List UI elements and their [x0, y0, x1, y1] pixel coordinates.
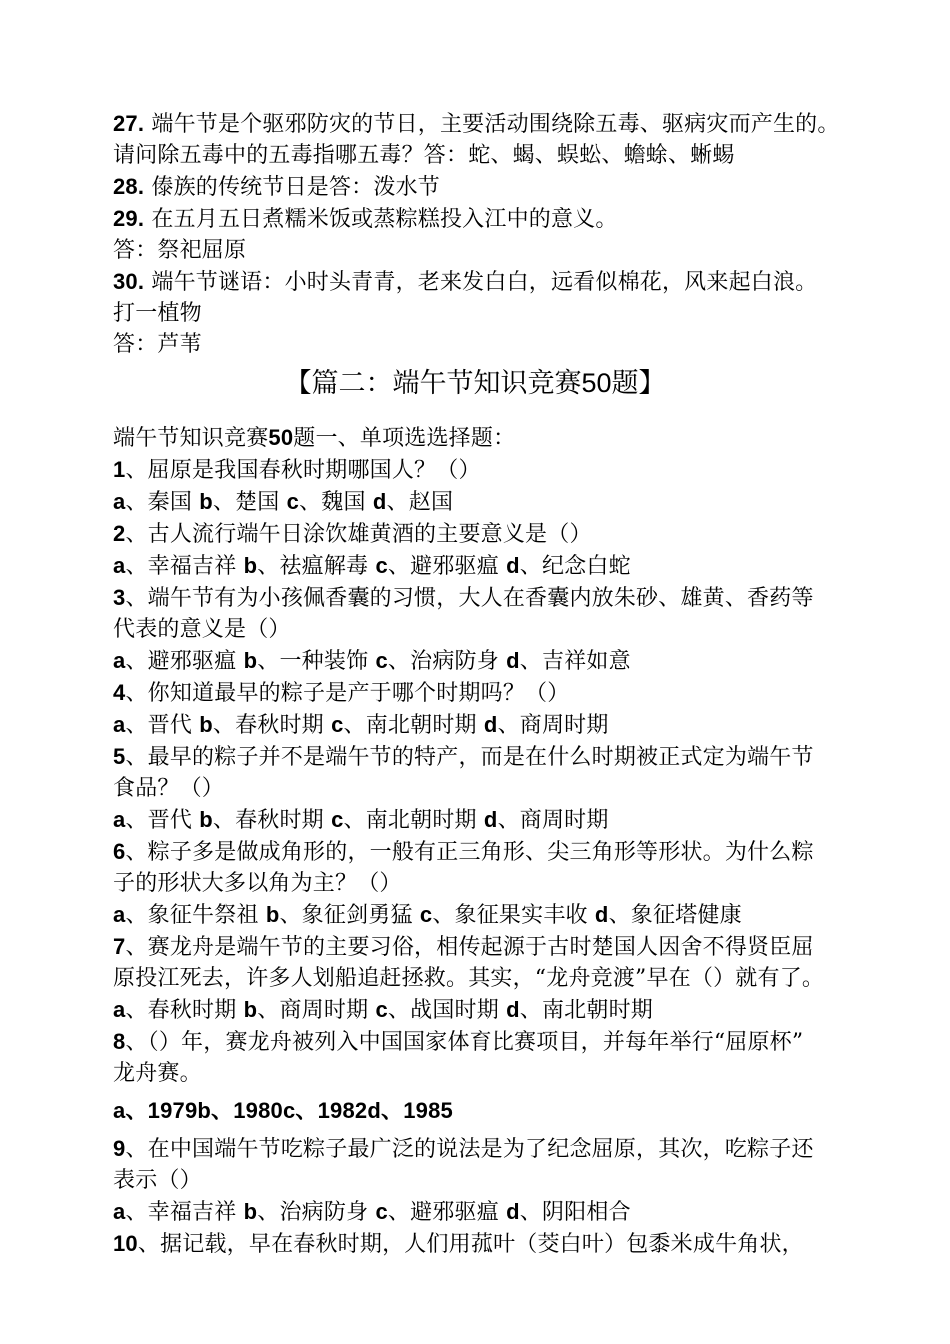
question-number: 10 [113, 1231, 138, 1256]
line-text: 答：祭祀屈原 [113, 238, 247, 263]
question-text: 、粽子多是做成角形的，一般有正三角形、尖三角形等形状。为什么粽 [125, 840, 814, 865]
option-text: 、治病防身 [257, 1200, 376, 1225]
intro-line [113, 422, 873, 454]
item-number: 28. [113, 174, 145, 199]
options-line [113, 709, 873, 741]
text-line [113, 329, 873, 360]
option-letter: b [243, 648, 258, 673]
option-text: 、幸福吉祥 [125, 1200, 244, 1225]
question-text: 食品？（） [113, 776, 225, 801]
option-letter: a [113, 712, 126, 737]
option-letter: 1985 [403, 1098, 453, 1123]
question-text: 龙舟赛。 [113, 1061, 202, 1086]
option-letter: d [372, 489, 387, 514]
question-line [113, 1058, 873, 1089]
section-title [113, 363, 837, 404]
intro-number: 50 [268, 425, 294, 450]
option-letter: a [113, 902, 126, 927]
option-letter: b [243, 553, 258, 578]
option-text: 、幸福吉祥 [125, 554, 244, 579]
question-text: 原投江死去，许多人划船追赶拯救。其实，“龙舟竞渡”早在（）就有了。 [113, 966, 825, 991]
question-number: 1 [113, 457, 126, 482]
option-letter: d [506, 648, 520, 673]
option-text: 、一种装饰 [257, 649, 376, 674]
option-text: 、 [211, 1098, 234, 1123]
option-letter: c [375, 997, 388, 1022]
question-text: 、（）年，赛龙舟被列入中国国家体育比赛项目，并每年举行“屈原杯” [125, 1030, 804, 1055]
question-text: 、古人流行端午日涂饮雄黄酒的主要意义是（） [125, 522, 592, 547]
option-letter: a [113, 1199, 126, 1224]
option-text: 、南北朝时期 [343, 713, 484, 738]
question-line [113, 1026, 873, 1058]
question-text: 、你知道最早的粽子是产于哪个时期吗？（） [125, 681, 570, 706]
option-letter: b [265, 902, 280, 927]
options-line [113, 994, 873, 1026]
line-text: 答：芦苇 [113, 332, 202, 357]
option-letter: d [594, 902, 609, 927]
item-number: 30. [113, 269, 145, 294]
option-letter: c [331, 807, 344, 832]
option-letter: a [113, 648, 126, 673]
option-text: 、治病防身 [387, 649, 507, 674]
question-line [113, 1165, 873, 1196]
option-letter: b [199, 489, 213, 514]
question-number: 6 [113, 839, 126, 864]
line-text: 请问除五毒中的五毒指哪五毒？答：蛇、蝎、蜈蚣、蟾蜍、蜥蜴 [113, 143, 735, 168]
option-letter: d [483, 712, 498, 737]
question-text: 、最早的粽子并不是端午节的特产，而是在什么时期被正式定为端午节 [125, 745, 814, 770]
question-number: 2 [113, 521, 126, 546]
option-text: 、象征果实丰收 [432, 903, 595, 928]
question-line [113, 454, 873, 486]
question-text: 、在中国端午节吃粽子最广泛的说法是为了纪念屈原，其次，吃粽子还 [125, 1137, 814, 1162]
option-letter: a [113, 489, 126, 514]
option-letter: b [243, 997, 258, 1022]
option-text: 、春秋时期 [125, 998, 244, 1023]
line-text: 打一植物 [113, 301, 202, 326]
question-text: 、赛龙舟是端午节的主要习俗，相传起源于古时楚国人因舍不得贤臣屈 [125, 935, 814, 960]
item-number: 29. [113, 206, 145, 231]
option-text: 、吉祥如意 [519, 649, 631, 674]
options-line [113, 804, 873, 836]
question-line [113, 868, 873, 899]
option-letter: c [375, 1199, 388, 1224]
option-text: 、春秋时期 [212, 713, 332, 738]
question-line [113, 836, 873, 868]
question-number: 9 [113, 1136, 126, 1161]
section-title-number: 50 [581, 368, 612, 398]
question-line [113, 582, 873, 614]
options-line [113, 899, 873, 931]
option-text: 、晋代 [125, 713, 200, 738]
question-number: 4 [113, 680, 126, 705]
option-letter: b [199, 807, 213, 832]
question-line [113, 931, 873, 963]
intro-text: 题一、单项选选择题： [293, 426, 516, 451]
options-line [113, 645, 873, 677]
question-number: 7 [113, 934, 126, 959]
option-text: 、商周时期 [257, 998, 376, 1023]
line-text: 傣族的传统节日是答：泼水节 [144, 175, 440, 200]
option-text: 、南北朝时期 [519, 998, 653, 1023]
option-letter: a [113, 1098, 126, 1123]
option-letter: 1980c [233, 1098, 296, 1123]
question-number: 8 [113, 1029, 126, 1054]
options-line [113, 1095, 873, 1127]
option-letter: d [506, 553, 520, 578]
option-letter: b [243, 1199, 258, 1224]
option-text: 、阴阳相合 [519, 1200, 631, 1225]
option-letter: c [286, 489, 300, 514]
option-text: 、 [381, 1098, 404, 1123]
option-text: 、楚国 [212, 490, 287, 515]
question-line [113, 741, 873, 773]
option-text: 、象征剑勇猛 [279, 903, 420, 928]
question-text: 代表的意义是（） [113, 617, 291, 642]
question-line [113, 518, 873, 550]
option-text: 、战国时期 [387, 998, 507, 1023]
option-letter: d [483, 807, 498, 832]
option-text: 、避邪驱瘟 [387, 554, 507, 579]
line-text: 在五月五日煮糯米饭或蒸粽糕投入江中的意义。 [144, 207, 618, 232]
option-text: 、象征牛祭祖 [125, 903, 266, 928]
question-line [113, 1228, 873, 1260]
option-letter: a [113, 997, 126, 1022]
option-letter: 1979b [147, 1098, 212, 1123]
option-letter: d [506, 1199, 520, 1224]
option-text: 、祛瘟解毒 [257, 554, 376, 579]
line-text: 端午节是个驱邪防灾的节日，主要活动围绕除五毒、驱病灾而产生的。 [144, 112, 840, 137]
text-line [113, 266, 873, 298]
option-text: 、象征塔健康 [608, 903, 742, 928]
intro-text: 端午节知识竞赛 [113, 426, 269, 451]
option-letter: c [375, 648, 388, 673]
question-line [113, 1133, 873, 1165]
question-line [113, 963, 873, 994]
question-text: 表示（） [113, 1168, 202, 1193]
section-title-text: 【篇二：端午节知识竞赛 [284, 368, 582, 399]
text-line [113, 171, 873, 203]
option-text: 、南北朝时期 [343, 808, 484, 833]
question-line [113, 614, 873, 645]
option-text: 、 [125, 1098, 148, 1123]
option-text: 、秦国 [125, 490, 200, 515]
option-letter: c [419, 902, 433, 927]
option-text: 、避邪驱瘟 [387, 1200, 507, 1225]
option-text: 、商周时期 [497, 808, 609, 833]
question-text: 、端午节有为小孩佩香囊的习惯，大人在香囊内放朱砂、雄黄、香药等 [125, 586, 814, 611]
option-text: 、春秋时期 [212, 808, 332, 833]
text-line [113, 108, 873, 140]
question-line [113, 773, 873, 804]
option-text: 、魏国 [299, 490, 373, 515]
question-number: 5 [113, 744, 126, 769]
option-text: 、商周时期 [497, 713, 609, 738]
option-text: 、避邪驱瘟 [125, 649, 244, 674]
option-text: 、 [295, 1098, 318, 1123]
option-text: 、赵国 [386, 490, 454, 515]
option-letter: 1982d [317, 1098, 382, 1123]
option-letter: a [113, 553, 126, 578]
option-letter: c [375, 553, 388, 578]
text-line [113, 203, 873, 235]
option-letter: d [506, 997, 520, 1022]
question-text: 子的形状大多以角为主？（） [113, 871, 402, 896]
option-text: 、纪念白蛇 [519, 554, 631, 579]
option-letter: c [331, 712, 344, 737]
section-title-text: 题】 [611, 368, 666, 399]
options-line [113, 486, 873, 518]
options-line [113, 1196, 873, 1228]
document-page [113, 108, 873, 1260]
option-letter: a [113, 807, 126, 832]
question-number: 3 [113, 585, 126, 610]
options-line [113, 550, 873, 582]
item-number: 27. [113, 111, 145, 136]
option-letter: b [199, 712, 213, 737]
line-text: 端午节谜语：小时头青青，老来发白白，远看似棉花，风来起白浪。 [144, 270, 818, 295]
question-text: 、据记载，早在春秋时期，人们用菰叶（茭白叶）包黍米成牛角状， [137, 1232, 804, 1257]
text-line [113, 298, 873, 329]
text-line [113, 140, 873, 171]
option-text: 、晋代 [125, 808, 200, 833]
text-line [113, 235, 873, 266]
question-line [113, 677, 873, 709]
question-text: 、屈原是我国春秋时期哪国人？（） [125, 458, 481, 483]
